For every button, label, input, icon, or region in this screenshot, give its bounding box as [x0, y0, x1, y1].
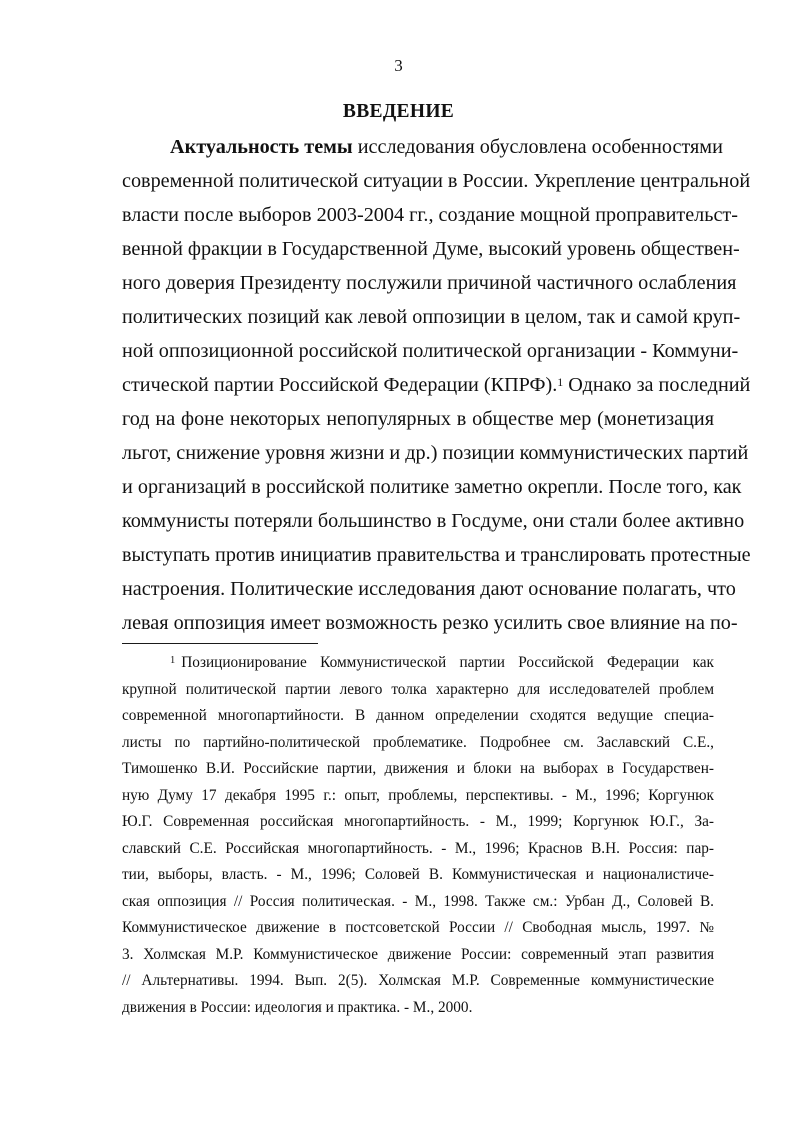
body-line-text: исследования обусловлена особенностями [357, 136, 723, 158]
footnote-line: современной многопартийности. В данном определении сходятся ведущие специа- [122, 707, 714, 724]
footnote-reference: 1 [557, 375, 564, 389]
body-line [170, 130, 723, 164]
footnote-line: ская оппозиция // Россия политическая. - М., 1998. Также см.: Урбан Д., Соловей В. [122, 892, 714, 910]
body-line: власти после выборов 2003-2004 гг., создание мощной проправительст- [122, 204, 738, 226]
footnote-line: // Альтернативы. 1994. Вып. 2(5). Холмская М.Р. Современные коммунистические [122, 972, 714, 989]
footnote-marker: 1 [170, 655, 176, 666]
footnote-line: Ю.Г. Современная российская многопартийность. - М., 1999; Коргунюк Ю.Г., За- [122, 813, 714, 830]
footnote-line-text: Позиционирование Коммунистической партии Российской Федерации как [181, 654, 714, 671]
footnote-line: Тимошенко В.И. Российские партии, движения и блоки на выборах в Государствен- [122, 760, 714, 777]
body-line: коммунисты потеряли большинство в Госдуме, они стали более активно [122, 510, 745, 532]
body-line [122, 368, 751, 402]
body-line: венной фракции в Государственной Думе, высокий уровень обществен- [122, 238, 740, 260]
footnote-line [170, 650, 714, 677]
body-line-text: Однако за последний [568, 374, 751, 396]
footnote-line: крупной политической партии левого толка характерно для исследователей проблем [122, 680, 714, 698]
body-line: выступать против инициатив правительства и транслировать протестные [122, 544, 751, 566]
body-line: политических позиций как левой оппозиции в целом, так и самой круп- [122, 306, 741, 328]
body-line-text: стической партии Российской Федерации (КПРФ). [122, 374, 558, 396]
footnote-line: листы по партийно-политической проблематике. Подробнее см. Заславский С.Е., [122, 733, 714, 751]
body-line: льгот, снижение уровня жизни и др.) позиции коммунистических партий [122, 442, 749, 464]
body-line: левая оппозиция имеет возможность резко усилить свое влияние на по- [122, 612, 738, 634]
body-line: современной политической ситуации в России. Укрепление центральной [122, 170, 751, 192]
footnote-separator [122, 643, 318, 644]
footnote-line: Коммунистическое движение в постсоветской России // Свободная мысль, 1997. № [122, 919, 714, 936]
body-line: и организаций в российской политике заметно окрепли. После того, как [122, 476, 742, 498]
body-line: год на фоне некоторых непопулярных в обществе мер (монетизация [122, 408, 714, 430]
lead-phrase: Актуальность темы [170, 136, 353, 158]
body-line: настроения. Политические исследования дают основание полагать, что [122, 578, 736, 600]
footnote-line: движения в России: идеология и практика. - М., 2000. [122, 998, 473, 1016]
body-line: ной оппозиционной российской политической организации - Коммуни- [122, 340, 739, 362]
footnote-line: славский С.Е. Российская многопартийность. - М., 1996; Краснов В.Н. Россия: пар- [122, 839, 714, 857]
body-line: ного доверия Президенту послужили причиной частичного ослабления [122, 272, 737, 294]
page-title: ВВЕДЕНИЕ [342, 101, 455, 122]
page-number: 3 [394, 56, 403, 75]
footnote-line: 3. Холмская М.Р. Коммунистическое движение России: современный этап развития [122, 945, 714, 963]
footnote-line: тии, выборы, власть. - М., 1996; Соловей В. Коммунистическая и националистиче- [122, 866, 714, 883]
footnote-line: ную Думу 17 декабря 1995 г.: опыт, проблемы, перспективы. - М., 1996; Коргунюк [122, 786, 714, 804]
